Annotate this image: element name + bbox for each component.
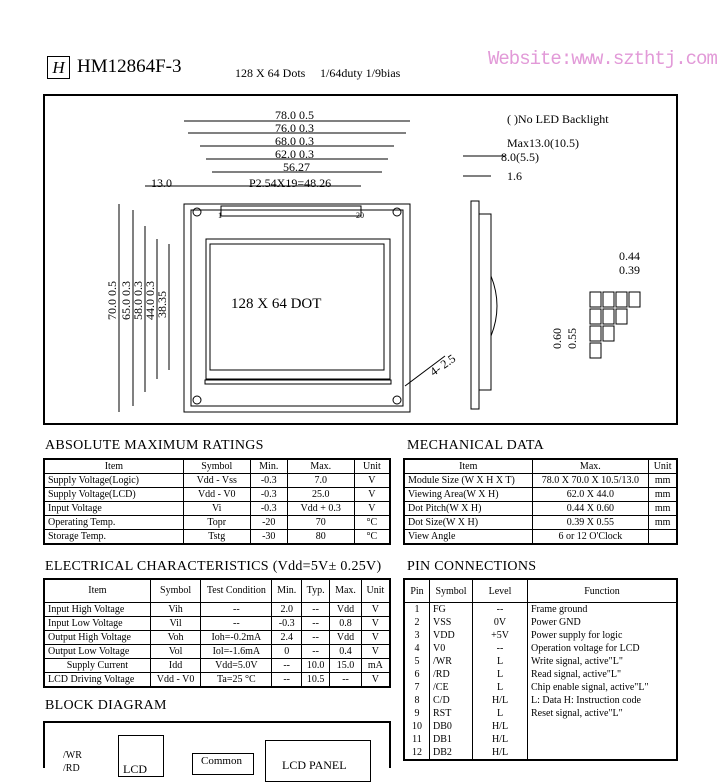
table-row: LCD Driving Voltage Vdd - V0 Ta=25 °C -- 10.5 -- V <box>44 673 390 688</box>
dim-78: 78.0 0.5 <box>275 108 314 122</box>
dim-13: 13.0 <box>151 176 172 190</box>
table-row: Viewing Area(W X H) 62.0 X 44.0 mm <box>404 488 677 502</box>
dots-spec: 128 X 64 Dots <box>235 66 306 80</box>
dot-pitch-h: 0.44 <box>619 249 640 263</box>
dim-44: 44.0 0.3 <box>143 281 157 320</box>
mount-hole-br <box>393 396 401 404</box>
abs-max-table: Item Symbol Min. Max. Unit Supply Voltage(Logic) Vdd - Vss -0.3 7.0 V Supply Voltage(LCD) Vdd - V0 -0.3 25.0 V Input Voltage Vi -0.3 Vdd + 0.3 V Operating Temp. Topr -20 70 °C Storage Temp. Tstg -30 80 °C <box>43 458 391 545</box>
bottom-strip <box>205 380 391 384</box>
table-row: Input Voltage Vi -0.3 Vdd + 0.3 V <box>44 502 390 516</box>
pin-1-label: 1 <box>218 211 222 220</box>
model-title: HM12864F-3 <box>77 56 182 77</box>
mount-hole-bl <box>193 396 201 404</box>
common-driver-label: Common <box>201 755 242 767</box>
mech-title: MECHANICAL DATA <box>407 438 545 453</box>
elec-title: ELECTRICAL CHARACTERISTICS (Vdd=5V± 0.25V) <box>45 559 382 574</box>
table-row: 8 C/D H/L L: Data H: Instruction code <box>404 694 677 707</box>
table-row: 9 RST L Reset signal, active"L" <box>404 707 677 720</box>
side-view-body <box>471 201 479 409</box>
table-row: Dot Pitch(W X H) 0.44 X 0.60 mm <box>404 502 677 516</box>
block-title: BLOCK DIAGRAM <box>45 698 167 713</box>
drawing-svg <box>45 96 676 423</box>
elec-table: Item Symbol Test Condition Min. Typ. Max. Unit Input High Voltage Vih -- 2.0 -- Vdd V Input Low Voltage Vil -- -0.3 -- 0.8 V Output High Voltage Voh Ioh=-0.2mA 2.4 -- Vdd V Output Low Voltage Vol Iol=-1.6mA 0 -- 0.4 V Supply Current Idd Vdd=5.0V -- 10.0 15.0 mA LCD Driving Voltage Vdd - V0 Ta=25 °C -- 10.5 -- V <box>43 578 391 688</box>
table-row: 10 DB0 H/L <box>404 720 677 733</box>
table-row: 12 DB2 H/L <box>404 746 677 760</box>
website-link[interactable]: Website:www.szthtj.com <box>488 48 717 70</box>
table-row: 2 VSS 0V Power GND <box>404 616 677 629</box>
dim-58: 58.0 0.3 <box>131 281 145 320</box>
table-row: 4 V0 -- Operation voltage for LCD <box>404 642 677 655</box>
table-row: 11 DB1 H/L <box>404 733 677 746</box>
dim-pitch: P2.54X19=48.26 <box>249 176 332 190</box>
table-row: 3 VDD +5V Power supply for logic <box>404 629 677 642</box>
table-row: Module Size (W X H X T) 78.0 X 70.0 X 10.5/13.0 mm <box>404 474 677 488</box>
dot-size-v: 0.55 <box>565 328 579 349</box>
table-row: Supply Voltage(Logic) Vdd - Vss -0.3 7.0 V <box>44 474 390 488</box>
pin-table: Pin Symbol Level Function 1 FG -- Frame ground 2 VSS 0V Power GND 3 VDD +5V Power supply for logic 4 V0 -- Operation voltage for LCD 5 /WR L Write signal, active"L" 6 /RD L Read signal, active"L" 7 /CE L Chip enable signal, active"L" 8 C/D H/L L: Data H: Instruction code 9 RST L Reset signal, active"L" 10 DB0 H/L 11 DB1 H/L 12 DB2 H/L <box>403 578 678 761</box>
signal-rd: /RD <box>63 763 80 774</box>
table-row: Input High Voltage Vih -- 2.0 -- Vdd V <box>44 603 390 617</box>
table-row: 6 /RD L Read signal, active"L" <box>404 668 677 681</box>
common-driver-box <box>192 753 254 775</box>
lcd-panel-box <box>265 740 371 782</box>
lcd-controller-label: LCD <box>123 762 147 776</box>
block-diagram <box>43 721 391 776</box>
dim-65: 65.0 0.3 <box>119 281 133 320</box>
mount-hole-tr <box>393 208 401 216</box>
dim-3835: 38.35 <box>155 291 169 318</box>
mount-hole-tl <box>193 208 201 216</box>
table-row: Operating Temp. Topr -20 70 °C <box>44 516 390 530</box>
outline-drawing <box>43 94 678 425</box>
display-label: 128 X 64 DOT <box>231 296 322 312</box>
table-row: Supply Voltage(LCD) Vdd - V0 -0.3 25.0 V <box>44 488 390 502</box>
side-dim-max: Max13.0(10.5) <box>507 136 579 150</box>
duty-spec: 1/64duty 1/9bias <box>320 66 401 80</box>
company-logo: H <box>47 56 70 79</box>
dim-76: 76.0 0.3 <box>275 121 314 135</box>
table-row: Output High Voltage Voh Ioh=-0.2mA 2.4 -- Vdd V <box>44 631 390 645</box>
table-row: Input Low Voltage Vil -- -0.3 -- 0.8 V <box>44 617 390 631</box>
dim-68: 68.0 0.3 <box>275 134 314 148</box>
table-row: 7 /CE L Chip enable signal, active"L" <box>404 681 677 694</box>
lcd-panel-label: LCD PANEL <box>282 758 347 772</box>
signal-wr: /WR <box>63 750 82 761</box>
pin-title: PIN CONNECTIONS <box>407 559 537 574</box>
side-view-glass <box>479 214 491 390</box>
side-view-bulge <box>491 276 497 336</box>
table-row: View Angle 6 or 12 O'Clock <box>404 530 677 545</box>
abs-max-title: ABSOLUTE MAXIMUM RATINGS <box>45 438 264 453</box>
dot-size-h: 0.39 <box>619 263 640 277</box>
side-dim-16: 1.6 <box>507 169 522 183</box>
mech-table: Item Max. Unit Module Size (W X H X T) 78.0 X 70.0 X 10.5/13.0 mm Viewing Area(W X H) 62.0 X 44.0 mm Dot Pitch(W X H) 0.44 X 0.60 mm Dot Size(W X H) 0.39 X 0.55 mm View Angle 6 or 12 O'Clock <box>403 458 678 545</box>
side-dim-8: 8.0(5.5) <box>501 150 539 164</box>
table-row: 1 FG -- Frame ground <box>404 603 677 617</box>
table-row: Supply Current Idd Vdd=5.0V -- 10.0 15.0 mA <box>44 659 390 673</box>
table-row: Dot Size(W X H) 0.39 X 0.55 mm <box>404 516 677 530</box>
dim-62: 62.0 0.3 <box>275 147 314 161</box>
table-row: Storage Temp. Tstg -30 80 °C <box>44 530 390 545</box>
hole-dim: 4- 2.5 <box>427 351 459 379</box>
table-row: Output Low Voltage Vol Iol=-1.6mA 0 -- 0.4 V <box>44 645 390 659</box>
table-row: 5 /WR L Write signal, active"L" <box>404 655 677 668</box>
dim-70: 70.0 0.5 <box>105 281 119 320</box>
dot-pitch-v: 0.60 <box>550 328 564 349</box>
pin-20-label: 20 <box>356 211 364 220</box>
dot-grid <box>590 292 640 358</box>
backlight-note: ( )No LED Backlight <box>507 112 609 126</box>
lcd-controller-box <box>118 735 164 777</box>
pin-header <box>221 206 361 216</box>
dim-5627: 56.27 <box>283 160 310 174</box>
